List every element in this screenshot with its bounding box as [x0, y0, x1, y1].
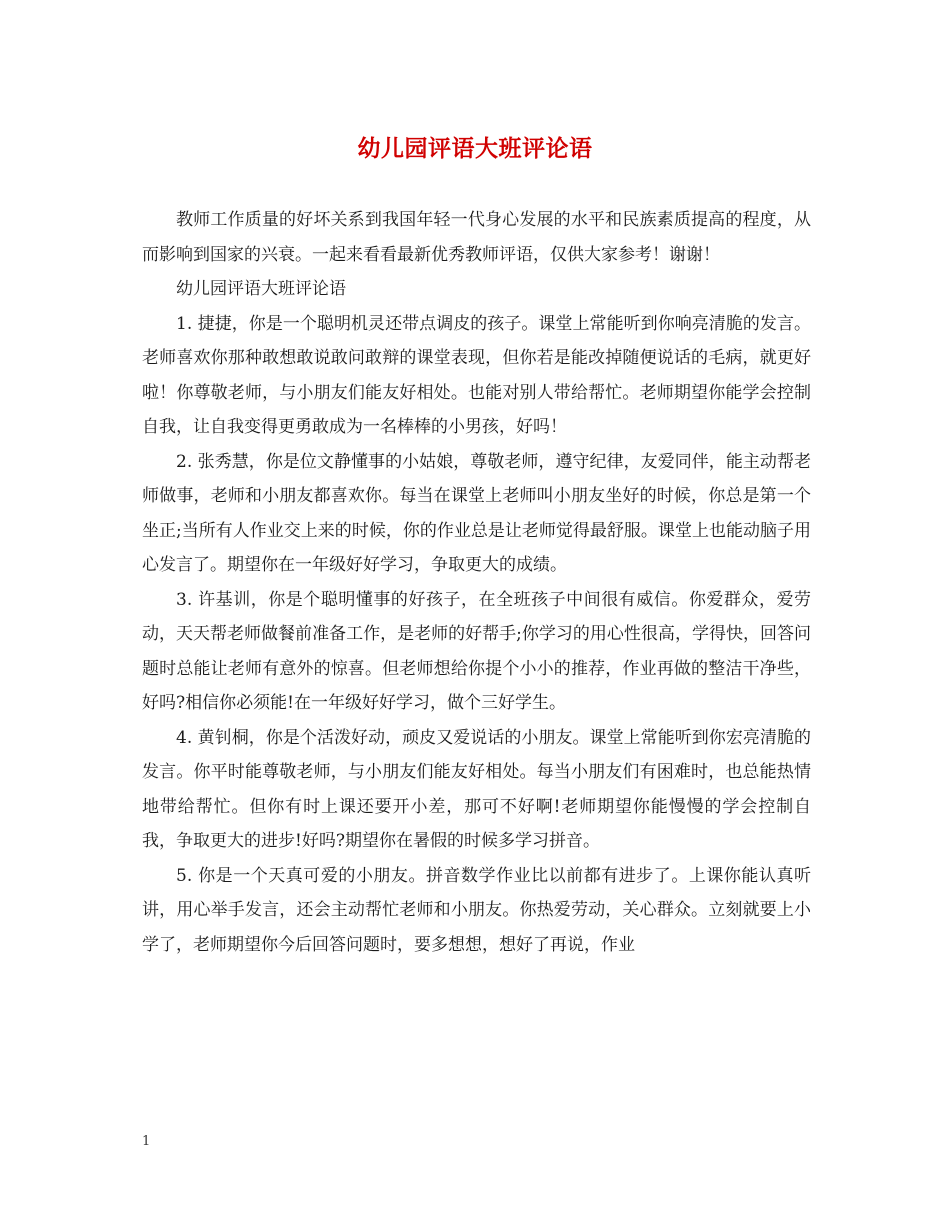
intro-paragraph: 教师工作质量的好坏关系到我国年轻一代身心发展的水平和民族素质提高的程度，从而影响到国家的兴衰。一起来看看最新优秀教师评语，仅供大家参考！谢谢！ — [142, 210, 811, 265]
page-number: 1 — [142, 1134, 151, 1149]
comment-paragraph-5: 5. 你是一个天真可爱的小朋友。拼音数学作业比以前都有进步了。上课你能认真听讲，用心举手发言，还会主动帮忙老师和小朋友。你热爱劳动，关心群众。立刻就要上小学了，老师期望你今后回答问题时，要多想想，想好了再说，作业 — [142, 865, 811, 955]
comment-paragraph-4: 4. 黄钊桐，你是个活泼好动，顽皮又爱说话的小朋友。课堂上常能听到你宏亮清脆的发言。你平时能尊敬老师，与小朋友们能友好相处。每当小朋友们有困难时，也总能热情地带给帮忙。但你有时上课还要开小差，那可不好啊!老师期望你能慢慢的学会控制自我，争取更大的进步!好吗?期望你在暑假的时候多学习拼音。 — [142, 727, 811, 851]
document-title: 幼儿园评语大班评论语 — [357, 135, 593, 162]
comment-paragraph-2: 2. 张秀慧，你是位文静懂事的小姑娘，尊敬老师，遵守纪律，友爱同伴，能主动帮老师做事，老师和小朋友都喜欢你。每当在课堂上老师叫小朋友坐好的时候，你总是第一个坐正;当所有人作业交上来的时候，你的作业总是让老师觉得最舒服。课堂上也能动脑子用心发言了。期望你在一年级好好学习，争取更大的成绩。 — [142, 451, 811, 575]
comment-paragraph-3: 3. 许基训，你是个聪明懂事的好孩子，在全班孩子中间很有威信。你爱群众，爱劳动，天天帮老师做餐前准备工作，是老师的好帮手;你学习的用心性很高，学得快，回答问题时总能让老师有意外的惊喜。但老师想给你提个小小的推荐，作业再做的整洁干净些，好吗?相信你必须能!在一年级好好学习，做个三好学生。 — [142, 589, 811, 713]
document-body — [142, 203, 811, 962]
comment-paragraph-1: 1. 捷捷，你是一个聪明机灵还带点调皮的孩子。课堂上常能听到你响亮清脆的发言。老师喜欢你那种敢想敢说敢问敢辩的课堂表现，但你若是能改掉随便说话的毛病，就更好啦！你尊敬老师，与小朋友们能友好相处。也能对别人带给帮忙。老师期望你能学会控制自我，让自我变得更勇敢成为一名棒棒的小男孩，好吗！ — [142, 313, 811, 437]
section-heading: 幼儿园评语大班评论语 — [176, 279, 346, 299]
